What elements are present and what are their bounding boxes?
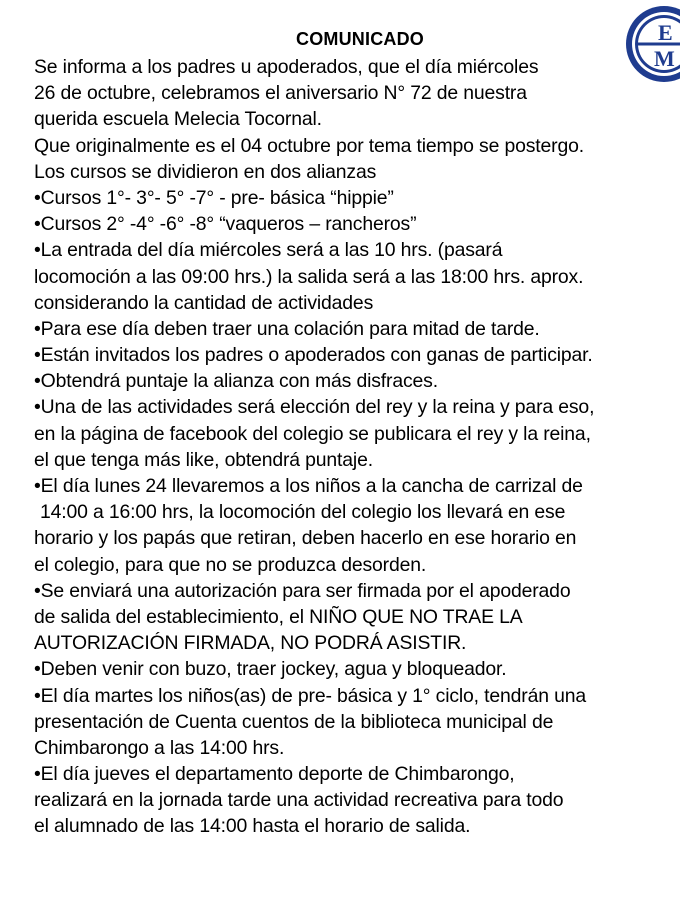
body-line: •Para ese día deben traer una colación para mitad de tarde. bbox=[34, 317, 540, 340]
body-line: Que originalmente es el 04 octubre por tema tiempo se postergo. bbox=[34, 134, 584, 157]
body-line: de salida del establecimiento, el NIÑO QUE NO TRAE LA bbox=[34, 605, 523, 628]
body-line: •El día jueves el departamento deporte de Chimbarongo, bbox=[34, 763, 515, 786]
body-line: considerando la cantidad de actividades bbox=[34, 291, 374, 314]
body-line: Los cursos se dividieron en dos alianzas bbox=[34, 160, 377, 183]
body-line: •Una de las actividades será elección del rey y la reina y para eso, bbox=[34, 396, 595, 419]
body-line: •El día lunes 24 llevaremos a los niños a la cancha de carrizal de bbox=[34, 475, 583, 497]
body-line: locomoción a las 09:00 hrs.) la salida será a las 18:00 hrs. aprox. bbox=[34, 265, 584, 288]
body-line: Chimbarongo a las 14:00 hrs. bbox=[34, 736, 285, 759]
body-line: en la página de facebook del colegio se publicara el rey y la reina, bbox=[34, 422, 591, 445]
body-line: el alumnado de las 14:00 hasta el horario de salida. bbox=[34, 815, 471, 838]
body-line: •Obtendrá puntaje la alianza con más disfraces. bbox=[34, 370, 438, 393]
body-line: •Deben venir con buzo, traer jockey, agua y bloqueador. bbox=[34, 658, 507, 681]
body-line: •Se enviará una autorización para ser firmada por el apoderado bbox=[34, 579, 571, 602]
document-title: COMUNICADO bbox=[296, 29, 424, 49]
document-body bbox=[34, 54, 680, 840]
body-line: •Cursos 1°- 3°- 5° -7° - pre- básica “hippie” bbox=[34, 186, 394, 209]
body-line: •Cursos 2° -4° -6° -8° “vaqueros – rancheros” bbox=[34, 213, 417, 236]
body-line: 14:00 a 16:00 hrs, la locomoción del colegio los llevará en ese bbox=[40, 501, 566, 524]
logo-monogram-top: E bbox=[658, 20, 673, 45]
body-line: realizará en la jornada tarde una actividad recreativa para todo bbox=[34, 789, 564, 812]
logo-monogram-bottom: M bbox=[654, 46, 675, 71]
body-line: el colegio, para que no se produzca desorden. bbox=[34, 553, 427, 576]
body-line: horario y los papás que retiran, deben hacerlo en ese horario en bbox=[34, 527, 577, 550]
body-line: 26 de octubre, celebramos el aniversario N° 72 de nuestra bbox=[34, 82, 527, 105]
body-line: AUTORIZACIÓN FIRMADA, NO PODRÁ ASISTIR. bbox=[34, 632, 467, 655]
body-line: Se informa a los padres u apoderados, que el día miércoles bbox=[34, 56, 539, 78]
body-line: •La entrada del día miércoles será a las 10 hrs. (pasará bbox=[34, 239, 503, 262]
body-line: •Están invitados los padres o apoderados con ganas de participar. bbox=[34, 344, 593, 367]
body-line: querida escuela Melecia Tocornal. bbox=[34, 108, 322, 131]
body-line: el que tenga más like, obtendrá puntaje. bbox=[34, 448, 373, 471]
body-line: presentación de Cuenta cuentos de la biblioteca municipal de bbox=[34, 710, 554, 733]
body-line: •El día martes los niños(as) de pre- básica y 1° ciclo, tendrán una bbox=[34, 684, 587, 707]
